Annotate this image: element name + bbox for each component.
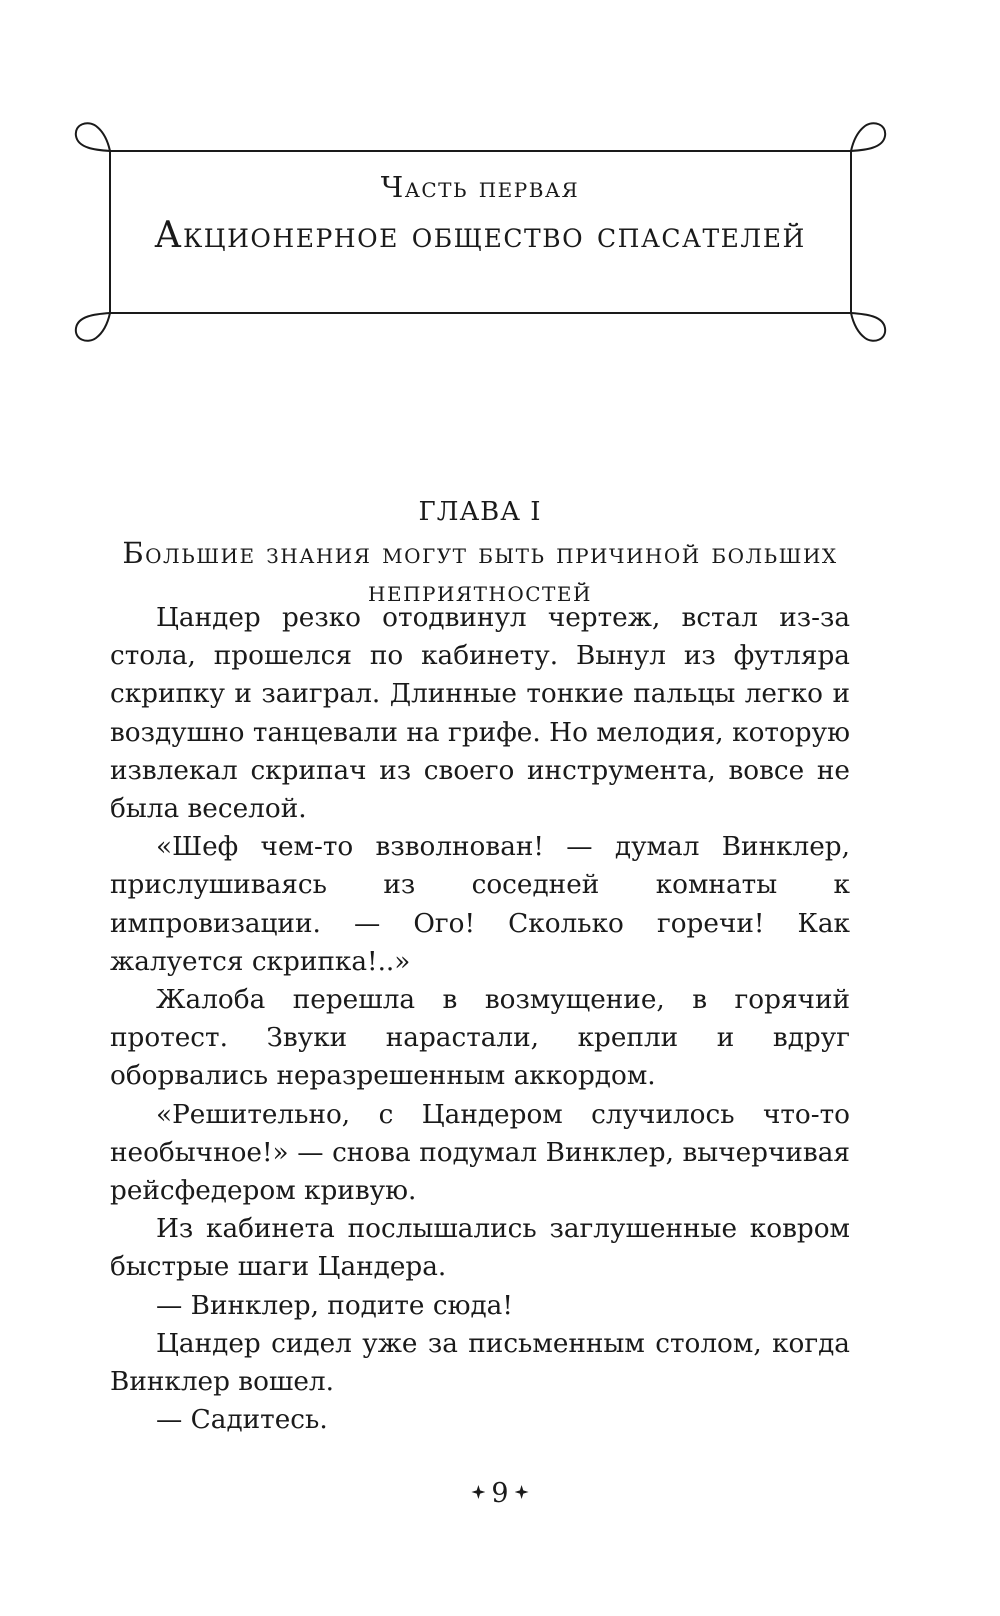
paragraph: — Винклер, подите сюда!: [156, 1290, 513, 1321]
page-number: 9: [491, 1478, 509, 1509]
paragraph: «Шеф чем-то взволнован! — думал Винклер, прислушиваясь из соседней комнаты к импровизации. — Ого! Сколько горечи! Как жалуется скрипка!..»: [110, 832, 850, 977]
star-ornament-icon: [515, 1485, 529, 1499]
part-heading: [110, 150, 850, 313]
paragraph: Цандер сидел уже за письменным столом, когда Винклер вошел.: [110, 1328, 850, 1398]
part-title: Акционерное общество спасателей: [154, 215, 806, 256]
star-ornament-icon: [471, 1485, 485, 1499]
chapter-label: ГЛАВА I: [418, 497, 542, 527]
page-folio: [0, 1478, 1000, 1509]
body-text: [110, 599, 850, 1439]
paragraph: Жалоба перешла в возмущение, в горячий протест. Звуки нарастали, крепли и вдруг оборвались неразрешенным аккордом.: [110, 985, 850, 1092]
part-label: Часть первая: [380, 170, 580, 204]
paragraph: «Решительно, с Цандером случилось что-то необычное!» — снова подумал Винклер, вычерчивая рейсфедером кривую.: [110, 1099, 850, 1207]
chapter-title: Большие знания могут быть причиной больших неприятностей: [122, 536, 838, 608]
paragraph: Из кабинета послышались заглушенные ковром быстрые шаги Цандера.: [110, 1214, 850, 1283]
paragraph: — Садитесь.: [156, 1405, 328, 1436]
paragraph: Цандер резко отодвинул чертеж, встал из-за стола, прошелся по кабинету. Вынул из футляра скрипку и заиграл. Длинные тонкие пальцы легко и воздушно танцевали на грифе. Но мелодия, которую извлекал скрипач из своего инструмента, вовсе не была веселой.: [110, 603, 850, 825]
